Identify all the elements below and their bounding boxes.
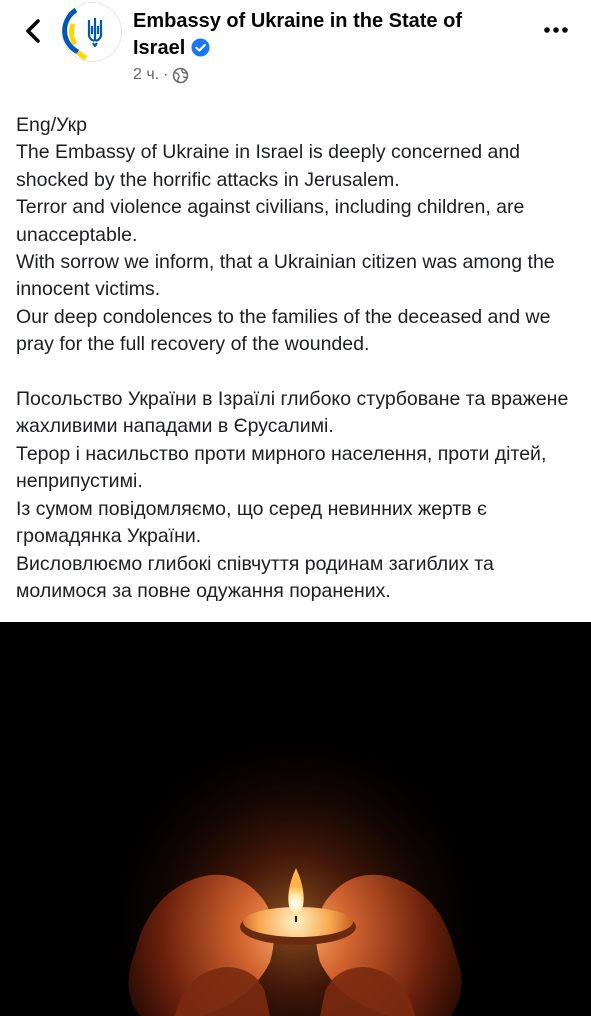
more-options-button[interactable]	[539, 18, 573, 42]
verified-badge-icon	[191, 38, 210, 57]
candle-in-hands-image	[0, 622, 591, 1016]
meta-separator: ·	[163, 66, 169, 83]
back-button[interactable]	[18, 14, 48, 48]
page-avatar[interactable]	[62, 2, 122, 62]
post-meta	[133, 66, 189, 84]
chevron-left-icon	[24, 18, 42, 44]
globe-icon[interactable]	[172, 67, 189, 84]
post-photo[interactable]	[0, 622, 591, 1016]
post-message: Eng/Укр The Embassy of Ukraine in Israel is deeply concerned and shocked by the horrific attacks in Jerusalem. Terror and violence against civilians, including children, are unacceptable. With sorrow we inform, that a Ukrainian citizen was among the innocent victims. Our deep condolences to the families of the deceased and we pray for the full recovery of the wounded. Посольство України в Ізраїлі глибоко стурбоване та вражене жахливими нападами в Єрусалимі. Терор і насильство проти мирного населення, проти дітей, неприпустимі. Із сумом повідомляємо, що серед невинних жертв є громадянка України. Висловлюємо глибокі співчуття родинам загиблих та молимося за повне одужання поранених.	[16, 114, 569, 602]
page-name[interactable]	[133, 8, 513, 62]
page-name-text[interactable]: Embassy of Ukraine in the State of Israel	[133, 10, 462, 59]
embassy-logo-icon	[62, 2, 122, 62]
post-timestamp[interactable]: 2 ч.	[133, 66, 160, 83]
post-header	[0, 0, 591, 100]
more-dots-icon	[543, 26, 569, 34]
